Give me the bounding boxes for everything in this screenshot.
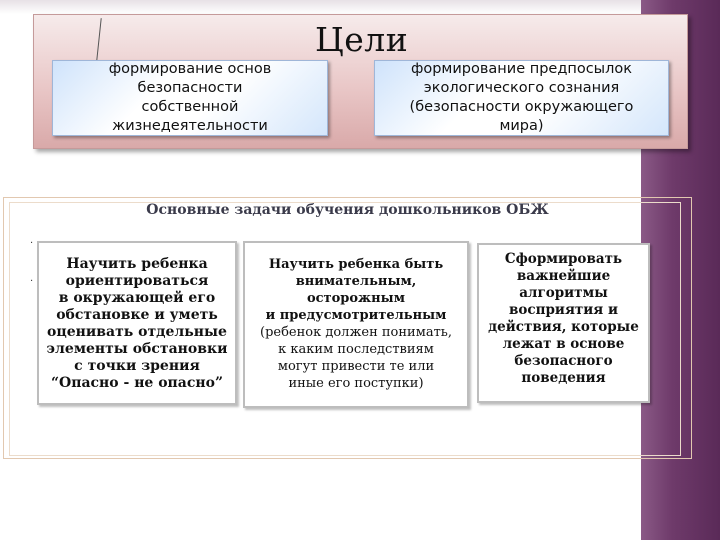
task-1-line: оценивать отдельные	[47, 324, 227, 340]
goal-left-line: безопасности	[137, 80, 243, 96]
task-3-line: действия, которые	[488, 319, 639, 335]
task-1-line: с точки зрения	[74, 358, 200, 374]
task-3-line: безопасного	[514, 353, 613, 369]
task-1-line: ориентироваться	[65, 273, 209, 289]
task-1-line: Научить ребенка	[66, 256, 208, 272]
tasks-title: Основные задачи обучения дошкольников ОБЖ	[146, 202, 549, 218]
goal-left-line: формирование основ	[108, 61, 272, 77]
task-2-line: могут привести те или	[277, 359, 435, 374]
bullet-dot: ·	[30, 238, 34, 249]
task-3-line: лежат в основе	[502, 336, 625, 352]
task-orientation	[37, 241, 237, 405]
task-3-line: восприятия и	[509, 302, 618, 318]
goal-personal-safety	[52, 60, 328, 136]
goals-title: Цели	[315, 20, 409, 59]
task-3-line: важнейшие	[516, 268, 611, 284]
bullet-dot: ·	[30, 276, 34, 287]
goal-right-line: экологического сознания	[423, 80, 620, 96]
task-2-line: внимательным,	[295, 274, 417, 289]
task-2-line: осторожным	[306, 291, 406, 306]
goal-ecological-awareness	[374, 60, 669, 136]
goal-right-line: мира)	[499, 118, 544, 134]
task-1-line: в окружающей его	[58, 290, 216, 306]
task-1-line: элементы обстановки	[46, 341, 228, 357]
task-3-line: поведения	[521, 370, 606, 386]
task-2-line: и предусмотрительным	[265, 308, 447, 323]
task-2-line: иные его поступки)	[288, 376, 424, 391]
goal-left-line: жизнедеятельности	[112, 118, 268, 134]
task-3-line: алгоритмы	[519, 285, 608, 301]
goal-right-line: (безопасности окружающего	[409, 99, 634, 115]
top-strip	[0, 0, 641, 14]
task-2-line: к каким последствиям	[278, 342, 434, 357]
task-safe-behavior	[477, 243, 650, 403]
goal-left-line: собственной	[141, 99, 239, 115]
task-2-line: Научить ребенка быть	[268, 257, 444, 272]
task-3-line: Сформировать	[504, 251, 623, 267]
goal-right-line: формирование предпосылок	[410, 61, 633, 77]
task-2-line: (ребенок должен понимать,	[260, 325, 452, 340]
task-1-line: обстановке и уметь	[56, 307, 218, 323]
task-1-line: “Опасно - не опасно”	[50, 375, 224, 391]
task-attentiveness	[243, 241, 469, 408]
